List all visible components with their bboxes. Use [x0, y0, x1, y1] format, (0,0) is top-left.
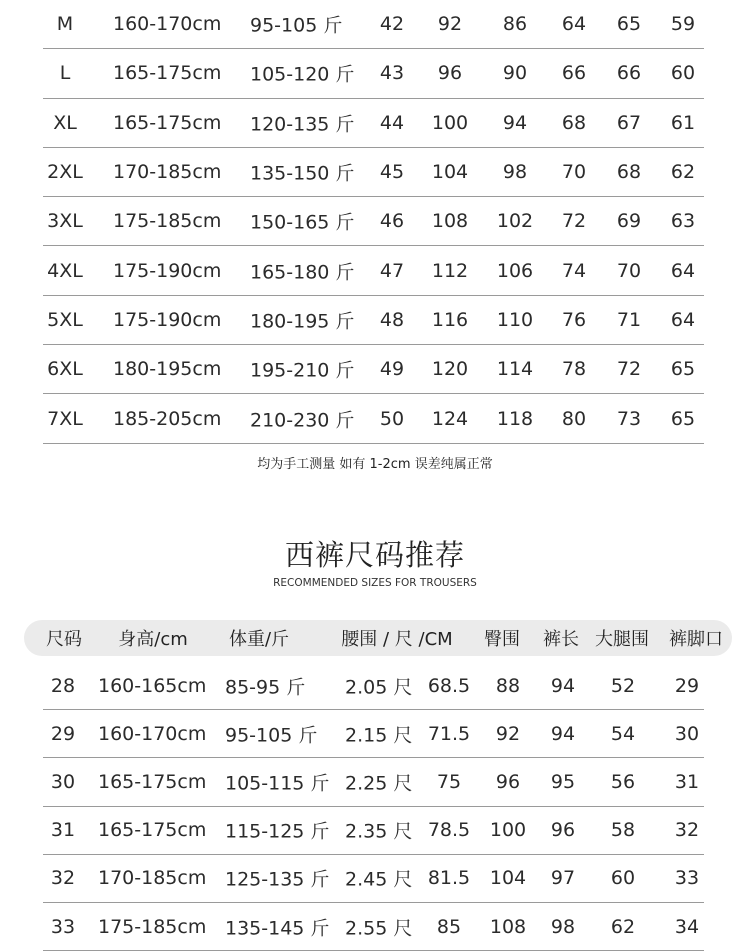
table-cell: 96 — [495, 770, 521, 793]
column-header: 体重/斤 — [228, 629, 290, 650]
table-cell: 98 — [502, 161, 528, 184]
table-cell: 88 — [495, 674, 521, 697]
trousers-size-table — [43, 662, 704, 951]
table-cell: 112 — [431, 259, 469, 282]
table-cell: 185-205cm — [113, 407, 222, 430]
table-row — [43, 662, 704, 710]
table-cell: 78.5 — [427, 819, 471, 842]
trousers-title: 西裤尺码推荐 — [284, 538, 465, 572]
table-cell: 165-175cm — [113, 62, 222, 85]
table-cell: 62 — [610, 915, 636, 938]
table-cell: 64 — [561, 13, 587, 36]
table-cell: 96 — [437, 62, 463, 85]
table-cell: 65 — [670, 358, 696, 381]
table-row — [43, 807, 704, 855]
table-cell: 31 — [674, 770, 700, 793]
table-cell: 71 — [616, 308, 642, 331]
table-cell: 43 — [379, 62, 405, 85]
table-cell: 108 — [431, 210, 469, 233]
table-cell: 30 — [674, 722, 700, 745]
table-cell: 72 — [616, 358, 642, 381]
table-cell: 2.55 尺 — [345, 917, 413, 940]
table-cell: 125-135 斤 — [225, 868, 330, 891]
table-cell: 180-195cm — [113, 358, 222, 381]
table-cell: 52 — [610, 674, 636, 697]
table-cell: 66 — [616, 62, 642, 85]
table-cell: 114 — [496, 358, 534, 381]
table-cell: 64 — [670, 308, 696, 331]
table-row — [43, 296, 704, 345]
table-cell: 29 — [50, 722, 76, 745]
table-cell: 60 — [670, 62, 696, 85]
column-header: 尺码 — [46, 629, 82, 650]
table-cell: 85 — [436, 915, 462, 938]
table-cell: 2.05 尺 — [345, 676, 413, 699]
table-row — [43, 148, 704, 197]
table-cell: 28 — [50, 674, 76, 697]
table-cell: 31 — [50, 819, 76, 842]
table-cell: 34 — [674, 915, 700, 938]
table-cell: 65 — [616, 13, 642, 36]
table-cell: 44 — [379, 111, 405, 134]
table-cell: 180-195 斤 — [250, 310, 355, 333]
table-cell: 94 — [502, 111, 528, 134]
table-row — [43, 0, 704, 49]
table-cell: 75 — [436, 770, 462, 793]
column-header: 腰围 / 尺 /CM — [341, 629, 453, 650]
table-cell: 68 — [561, 111, 587, 134]
column-header: 身高/cm — [118, 629, 188, 650]
table-cell: 71.5 — [427, 722, 471, 745]
table-cell: 69 — [616, 210, 642, 233]
table-cell: 106 — [496, 259, 534, 282]
table-cell: 135-145 斤 — [225, 917, 330, 940]
table-cell: 32 — [50, 867, 76, 890]
table-row — [43, 710, 704, 758]
table-cell: 165-180 斤 — [250, 261, 355, 284]
table-cell: 70 — [561, 161, 587, 184]
table-cell: 135-150 斤 — [250, 162, 355, 185]
table-cell: 4XL — [47, 259, 83, 282]
table-cell: 47 — [379, 259, 405, 282]
table-cell: 96 — [550, 819, 576, 842]
table-cell: 175-185cm — [113, 210, 222, 233]
table-cell: 68 — [616, 161, 642, 184]
table-cell: 33 — [674, 867, 700, 890]
table-row — [43, 246, 704, 295]
table-cell: 54 — [610, 722, 636, 745]
table-cell: 33 — [50, 915, 76, 938]
table-cell: 7XL — [47, 407, 83, 430]
table-cell: 104 — [489, 867, 527, 890]
table-cell: 29 — [674, 674, 700, 697]
table-cell: 120-135 斤 — [250, 113, 355, 136]
table-cell: 160-165cm — [98, 674, 207, 697]
table-cell: 102 — [496, 210, 534, 233]
table-cell: 175-190cm — [113, 308, 222, 331]
table-cell: 2.25 尺 — [345, 772, 413, 795]
table-cell: 94 — [550, 674, 576, 697]
table-cell: 165-175cm — [113, 111, 222, 134]
table-cell: 3XL — [47, 210, 83, 233]
table-cell: 81.5 — [427, 867, 471, 890]
trousers-header-bar — [24, 620, 732, 656]
table-cell: 56 — [610, 770, 636, 793]
table-cell: 98 — [550, 915, 576, 938]
table-cell: 67 — [616, 111, 642, 134]
table-cell: 105-120 斤 — [250, 63, 355, 86]
table-cell: 170-185cm — [113, 161, 222, 184]
table-cell: 48 — [379, 308, 405, 331]
table-cell: XL — [53, 111, 77, 134]
table-cell: 95-105 斤 — [225, 724, 318, 747]
table-cell: 92 — [437, 13, 463, 36]
table-cell: 115-125 斤 — [225, 820, 330, 843]
table-cell: 95 — [550, 770, 576, 793]
trousers-subtitle: RECOMMENDED SIZES FOR TROUSERS — [273, 577, 477, 589]
table-cell: 100 — [431, 111, 469, 134]
table-cell: 72 — [561, 210, 587, 233]
table-cell: 165-175cm — [98, 819, 207, 842]
table-cell: 110 — [496, 308, 534, 331]
table-cell: 85-95 斤 — [225, 676, 306, 699]
top-size-table — [43, 0, 704, 444]
table-cell: 150-165 斤 — [250, 211, 355, 234]
table-cell: 45 — [379, 161, 405, 184]
table-cell: 50 — [379, 407, 405, 430]
table-cell: 165-175cm — [98, 770, 207, 793]
table-cell: 64 — [670, 259, 696, 282]
table-cell: 160-170cm — [113, 13, 222, 36]
measurement-note: 均为手工测量 如有 1-2cm 误差纯属正常 — [257, 457, 493, 472]
table-cell: 42 — [379, 13, 405, 36]
column-header: 裤长 — [543, 629, 579, 650]
table-row — [43, 394, 704, 443]
table-cell: 80 — [561, 407, 587, 430]
table-cell: 2.35 尺 — [345, 820, 413, 843]
table-cell: 195-210 斤 — [250, 359, 355, 382]
table-cell: 94 — [550, 722, 576, 745]
table-cell: 124 — [431, 407, 469, 430]
table-cell: 116 — [431, 308, 469, 331]
table-row — [43, 903, 704, 951]
table-cell: 108 — [489, 915, 527, 938]
table-row — [43, 197, 704, 246]
table-cell: 46 — [379, 210, 405, 233]
table-cell: 30 — [50, 770, 76, 793]
table-cell: 120 — [431, 358, 469, 381]
table-cell: 5XL — [47, 308, 83, 331]
table-cell: 76 — [561, 308, 587, 331]
table-row — [43, 99, 704, 148]
table-cell: 74 — [561, 259, 587, 282]
table-cell: L — [59, 62, 71, 85]
table-cell: 68.5 — [427, 674, 471, 697]
table-cell: 90 — [502, 62, 528, 85]
table-cell: 160-170cm — [98, 722, 207, 745]
table-cell: 73 — [616, 407, 642, 430]
table-cell: 65 — [670, 407, 696, 430]
table-cell: 2XL — [47, 161, 83, 184]
table-row — [43, 758, 704, 806]
table-cell: 32 — [674, 819, 700, 842]
table-cell: 49 — [379, 358, 405, 381]
table-cell: 104 — [431, 161, 469, 184]
table-row — [43, 49, 704, 98]
table-cell: 175-190cm — [113, 259, 222, 282]
table-cell: 59 — [670, 13, 696, 36]
table-cell: 97 — [550, 867, 576, 890]
table-cell: 170-185cm — [98, 867, 207, 890]
table-cell: 100 — [489, 819, 527, 842]
table-row — [43, 855, 704, 903]
column-header: 裤脚口 — [669, 629, 723, 650]
table-cell: 63 — [670, 210, 696, 233]
table-cell: 60 — [610, 867, 636, 890]
table-cell: 118 — [496, 407, 534, 430]
column-header: 大腿围 — [595, 629, 649, 650]
table-cell: 2.45 尺 — [345, 868, 413, 891]
table-cell: 6XL — [47, 358, 83, 381]
table-cell: 78 — [561, 358, 587, 381]
table-cell: 70 — [616, 259, 642, 282]
table-cell: 210-230 斤 — [250, 409, 355, 432]
table-cell: 58 — [610, 819, 636, 842]
table-row — [43, 345, 704, 394]
table-cell: 62 — [670, 161, 696, 184]
table-cell: 175-185cm — [98, 915, 207, 938]
table-cell: 92 — [495, 722, 521, 745]
column-header: 臀围 — [484, 629, 520, 650]
table-cell: 61 — [670, 111, 696, 134]
table-cell: 66 — [561, 62, 587, 85]
table-cell: 86 — [502, 13, 528, 36]
table-cell: M — [56, 13, 74, 36]
table-cell: 95-105 斤 — [250, 14, 343, 37]
table-cell: 2.15 尺 — [345, 724, 413, 747]
table-cell: 105-115 斤 — [225, 772, 330, 795]
